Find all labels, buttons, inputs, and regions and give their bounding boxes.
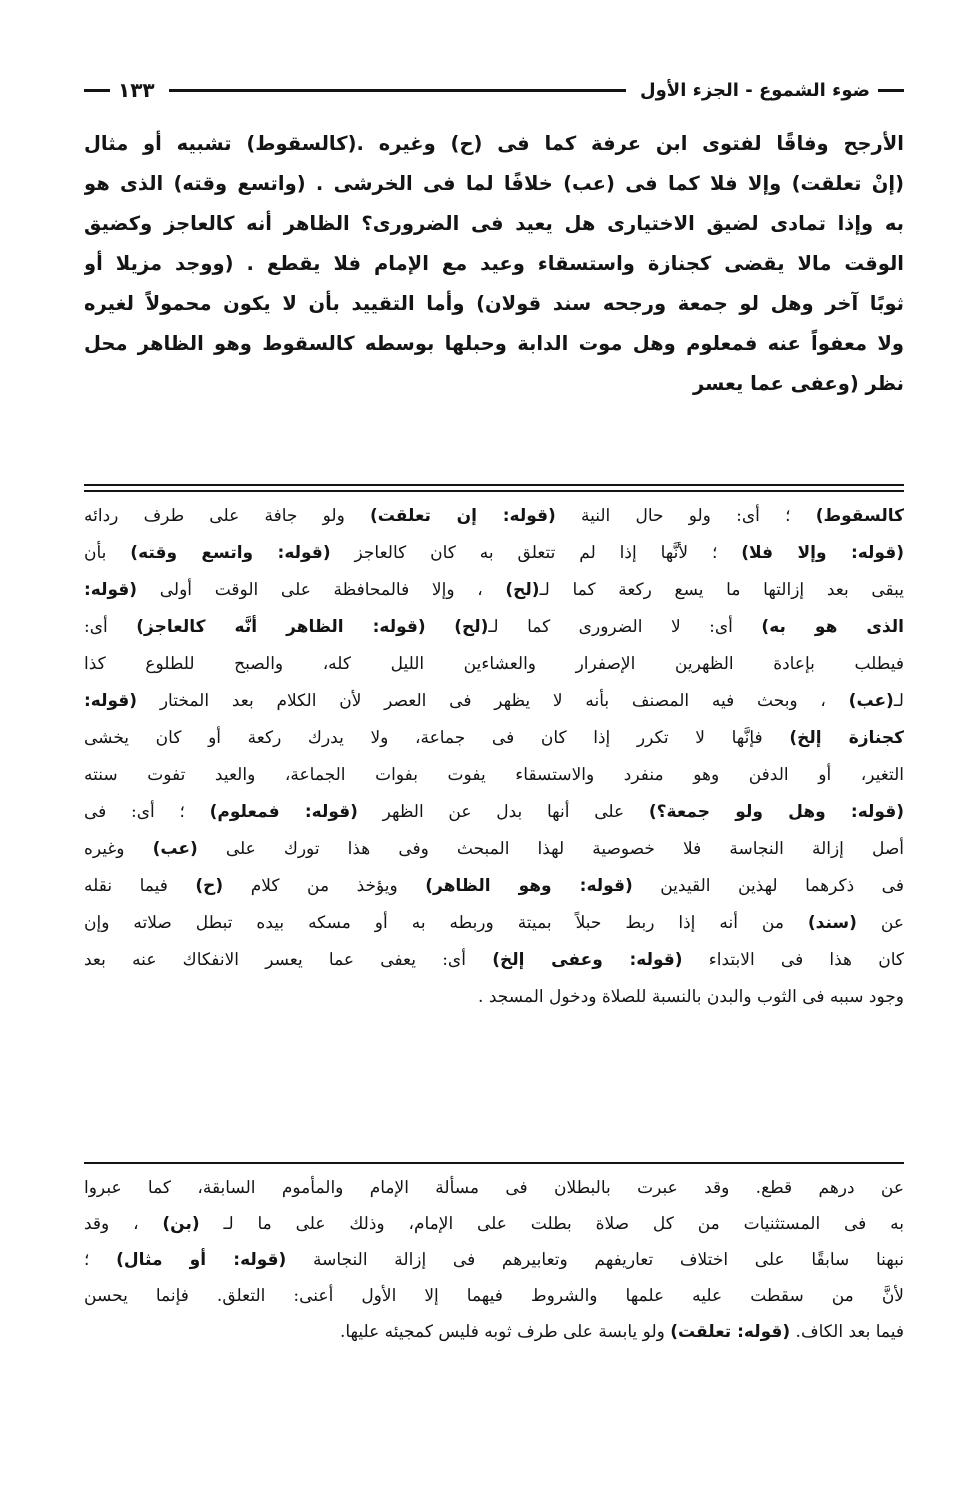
bold-reference: (قوله:	[84, 580, 138, 600]
text-segment: لأنَّ من سقطت عليه علمها والشروط فيهما إلا الأول أعنى: التعلق. فإنما يحسن	[84, 1286, 904, 1306]
main-text-line: الوقت مالا يقضى كجنازة واستسقاء وعيد مع الإمام فلا يقطع . (ووجد مزيلا أو	[84, 252, 904, 275]
footnote-line	[84, 1242, 904, 1278]
commentary-line	[84, 831, 904, 868]
bold-reference: (لح)	[454, 617, 489, 637]
bold-reference: (قوله: إن تعلقت)	[370, 506, 556, 526]
text-segment: ، وقد	[84, 1214, 163, 1234]
commentary-line	[84, 646, 904, 683]
text-segment: كان هذا فى الابتداء	[682, 950, 904, 970]
main-text-line: به وإذا تمادى لضيق الاختيارى هل يعيد فى الضرورى؟ الظاهر أنه كالعاجز وكضيق	[84, 212, 904, 235]
main-commentary-separator	[84, 484, 904, 492]
text-segment: ولو جافة على طرف ردائه	[84, 506, 370, 526]
bold-reference: الذى هو به)	[761, 617, 904, 637]
bold-reference: (سند)	[807, 913, 857, 933]
bold-reference: (لح)	[505, 580, 540, 600]
bold-reference: (قوله: واتسع وقته)	[130, 543, 331, 563]
text-segment	[426, 617, 455, 637]
text-segment: فيما نقله	[84, 876, 196, 896]
footnote	[84, 1170, 904, 1350]
text-segment: ؛ أى: ولو حال النية	[555, 506, 816, 526]
text-segment: ؛ لأنَّها إذا لم تتعلق به كان كالعاجز	[330, 543, 742, 563]
text-segment: نبهنا سابقًا على اختلاف تعاريفهم وتعابيرهم فى إزالة النجاسة	[286, 1250, 904, 1270]
header-rule	[169, 89, 626, 92]
commentary-line	[84, 979, 904, 1016]
footnote-separator	[84, 1162, 904, 1164]
page-header	[84, 70, 904, 110]
commentary-line	[84, 794, 904, 831]
bold-reference: (قوله: وعفى إلخ)	[492, 950, 683, 970]
text-segment: أى:	[84, 617, 137, 637]
text-segment: أى: يعفى عما يعسر الانفكاك عنه بعد	[84, 950, 493, 970]
bold-reference: كالسقوط)	[815, 506, 904, 526]
text-segment: من أنه إذا ربط حبلاً بميتة وربطه به أو مسكه بيده تبطل صلاته وإن	[84, 913, 808, 933]
bold-reference: (قوله: تعلقت)	[670, 1322, 791, 1342]
footnote-line	[84, 1170, 904, 1206]
footnote-line	[84, 1206, 904, 1242]
text-segment: ولو يابسة على طرف ثوبه فليس كمجيئه عليها.	[339, 1322, 671, 1342]
commentary	[84, 498, 904, 1016]
main-text-line: ولا معفواً عنه فمعلوم وهل موت الدابة وحبلها بوسطه كالسقوط وهو الظاهر محل	[84, 332, 904, 355]
text-segment: على أنها بدل عن الظهر	[357, 802, 649, 822]
text-segment: فإنَّها لا تكرر إذا كان فى جماعة، ولا يدرك ركعة أو كان يخشى	[84, 728, 790, 748]
text-segment: وغيره	[84, 839, 153, 859]
text-segment: عن	[856, 913, 904, 933]
bold-reference: (قوله: فمعلوم)	[209, 802, 358, 822]
bold-reference: (قوله: وهل ولو جمعة؟)	[648, 802, 904, 822]
text-segment: وجود سببه فى الثوب والبدن بالنسبة للصلاة ودخول المسجد .	[478, 987, 904, 1007]
main-text-line: الأرجح وفاقًا لفتوى ابن عرفة كما فى (ح) وغيره .(كالسقوط) تشبيه أو مثال	[84, 132, 904, 155]
bold-reference: (قوله:	[84, 691, 138, 711]
header-dash-end	[84, 89, 110, 92]
text-segment: به فى المستثنيات من كل صلاة بطلت على الإمام، وذلك على ما لـ	[199, 1214, 904, 1234]
footnote-line	[84, 1314, 904, 1350]
bold-reference: (عب)	[848, 691, 894, 711]
main-text-line: (إنْ تعلقت) وإلا فلا كما فى (عب) خلافًا لما فى الخرشى . (واتسع وقته) الذى هو	[84, 172, 904, 195]
text-segment: ، وإلا فالمحافظة على الوقت أولى	[137, 580, 506, 600]
text-segment: ، وبحث فيه المصنف بأنه لا يظهر فى العصر لأن الكلام بعد المختار	[137, 691, 849, 711]
bold-reference: (بن)	[162, 1214, 200, 1234]
bold-reference: (قوله: وهو الظاهر)	[425, 876, 633, 896]
text-segment: أصل إزالة النجاسة فلا خصوصية لهذا المبحث وفى هذا تورك على	[197, 839, 904, 859]
text-segment: يبقى بعد إزالتها ما يسع ركعة كما لـ	[539, 580, 904, 600]
bold-reference: (عب)	[152, 839, 198, 859]
bold-reference: (قوله: أو مثال)	[116, 1250, 287, 1270]
commentary-line	[84, 868, 904, 905]
text-segment: عن درهم قطع. وقد عبرت بالبطلان فى مسألة الإمام والمأموم السابقة، كما عبروا	[84, 1178, 904, 1198]
bold-reference: (ح)	[195, 876, 224, 896]
commentary-line	[84, 535, 904, 572]
text-segment: بأن	[84, 543, 131, 563]
commentary-line	[84, 905, 904, 942]
bold-reference: (قوله: وإلا فلا)	[741, 543, 904, 563]
commentary-line	[84, 609, 904, 646]
header-dash	[878, 89, 904, 92]
text-segment: ؛ أى: فى	[84, 802, 210, 822]
bold-reference: (قوله: الظاهر أنَّه كالعاجز)	[136, 617, 426, 637]
commentary-line	[84, 572, 904, 609]
text-segment: ؛	[84, 1250, 117, 1270]
running-title: ضوء الشموع - الجزء الأول	[640, 79, 870, 101]
text-segment: فى ذكرهما لهذين القيدين	[632, 876, 904, 896]
page-number: ١٣٣	[118, 78, 155, 102]
commentary-line	[84, 942, 904, 979]
text-segment: التغير، أو الدفن وهو منفرد والاستسقاء يفوت بفوات الجماعة، والعيد تفوت سنته	[84, 765, 904, 785]
commentary-line	[84, 720, 904, 757]
commentary-line	[84, 683, 904, 720]
main-text-line: نظر (وعفى عما يعسر	[693, 372, 904, 395]
text-segment: ويؤخذ من كلام	[223, 876, 426, 896]
footnote-line	[84, 1278, 904, 1314]
text-segment: لـ	[893, 691, 904, 711]
main-text	[84, 124, 904, 404]
commentary-line	[84, 498, 904, 535]
commentary-line	[84, 757, 904, 794]
bold-reference: كجنازة إلخ)	[789, 728, 904, 748]
main-text-line: ثوبًا آخر وهل لو جمعة ورجحه سند قولان) وأما التقييد بأن لا يكون محمولاً لغيره	[84, 292, 904, 315]
text-segment: فيما بعد الكاف.	[790, 1322, 904, 1342]
text-segment: فيطلب بإعادة الظهرين الإصفرار والعشاءين الليل كله، والصبح للطلوع كذا	[84, 654, 904, 674]
text-segment: أى: لا الضرورى كما لـ	[488, 617, 762, 637]
